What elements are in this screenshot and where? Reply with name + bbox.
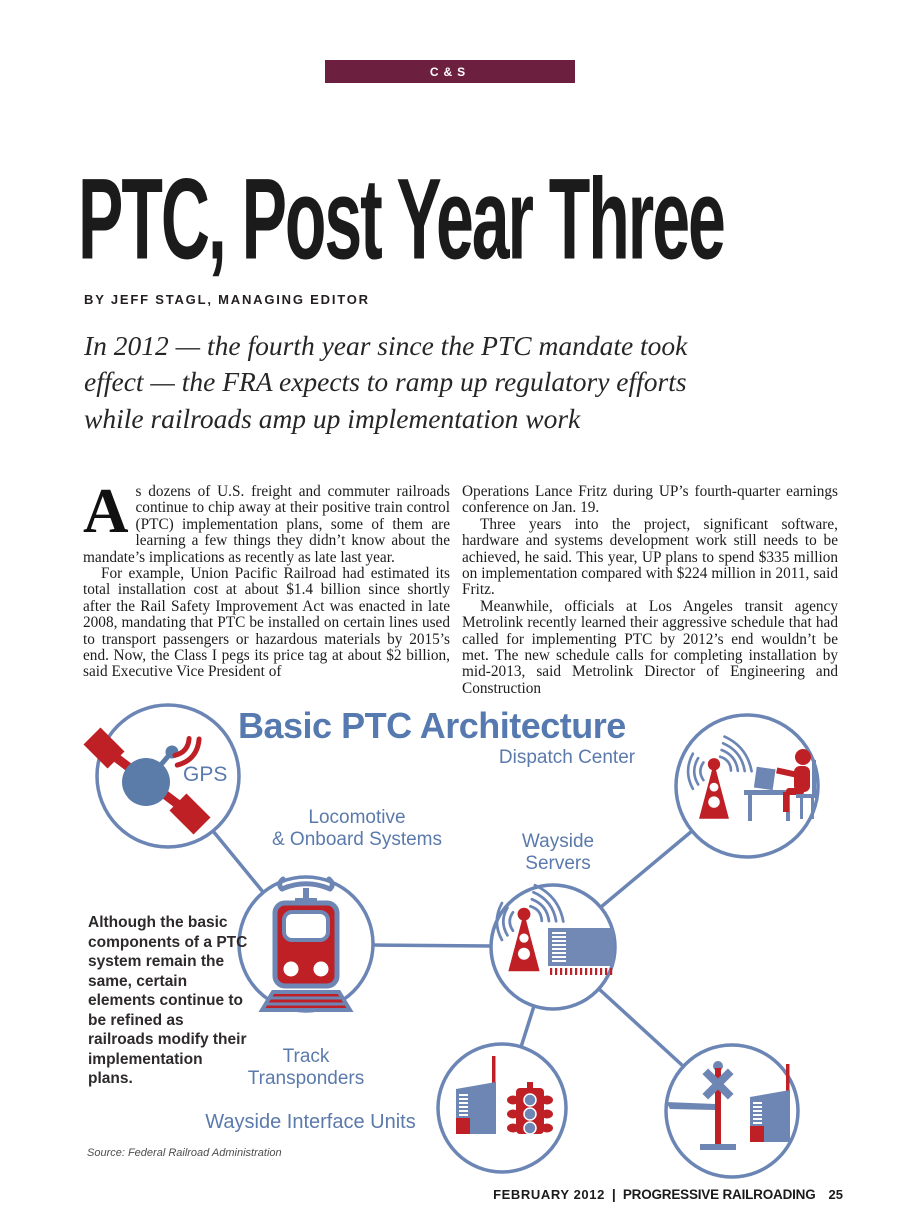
wayside-servers-label [498,831,618,876]
paragraph: Meanwhile, officials at Los Angeles transit agency Metrolink recently learned their aggressive schedule that had called for implementing PTC by 2012’s end wouldn’t be met. The new schedule calls for completing installation by mid-2013, said Metrolink Director of Engineering and Construction [462,597,838,697]
footer-separator: | [611,1186,616,1202]
deck-text: In 2012 — the fourth year since the PTC mandate took effect — the FRA expects to ramp up regulatory efforts while railroads amp up implementation work [84,330,688,434]
section-tag: C&S [325,60,575,83]
page-footer [493,1186,843,1202]
paragraph: Three years into the project, significant software, hardware and systems development work still needs to be achieved, he said. This year, UP plans to spend $335 million on implementation compared with $224 million in 2011, said Fritz. [462,515,838,599]
gps-label: GPS [183,763,228,786]
track-transponders-label-line2: Transponders [247,1068,365,1090]
footer-publication: PROGRESSIVE RAILROADING [622,1187,816,1202]
paragraph: For example, Union Pacific Railroad had estimated its total installation cost at about $1.4 billion since shortly after the Rail Safety Improvement Act was enacted in late 2008, mandating that PTC be installed on certain lines used to transport passengers or hazardous materials by 2015’s end. Now, the Class I pegs its price tag at about $2 billion, said Executive Vice President of [83,565,450,681]
paragraph: Operations Lance Fritz during UP’s fourth-quarter earnings conference on Jan. 19. [462,483,838,517]
dispatch-center-label: Dispatch Center [498,747,636,768]
locomotive-label [252,807,462,852]
drop-cap: A [83,476,129,546]
wayside-servers-label-line2: Servers [525,853,591,875]
locomotive-label-line2: & Onboard Systems [271,829,443,851]
track-transponders-label-line1: Track [282,1046,330,1067]
diagram-caption: Although the basic components of a PTC system remain the same, certain elements continue to be refined as railroads modify their implementation plans. [88,914,248,1087]
footer-page-number: 25 [828,1187,843,1202]
diagram-source: Source: Federal Railroad Administration [87,1147,282,1159]
track-transponders-label [226,1046,386,1091]
diagram-title: Basic PTC Architecture [238,705,626,746]
wayside-interface-units-label: Wayside Interface Units [205,1111,416,1133]
byline: BY JEFF STAGL, MANAGING EDITOR [84,292,370,307]
wayside-servers-label-line1: Wayside [521,831,595,852]
locomotive-label-line1: Locomotive [308,807,406,828]
footer-issue: FEBRUARY 2012 [493,1187,605,1202]
article-headline: PTC, Post Year Three [78,155,724,284]
paragraph-text: s dozens of U.S. freight and commuter railroads continue to chip away at their positive train control (PTC) implementation plans, some of them are learning a few things they didn’t know about the mandate’s implications as recently as late last year. [83,483,450,566]
